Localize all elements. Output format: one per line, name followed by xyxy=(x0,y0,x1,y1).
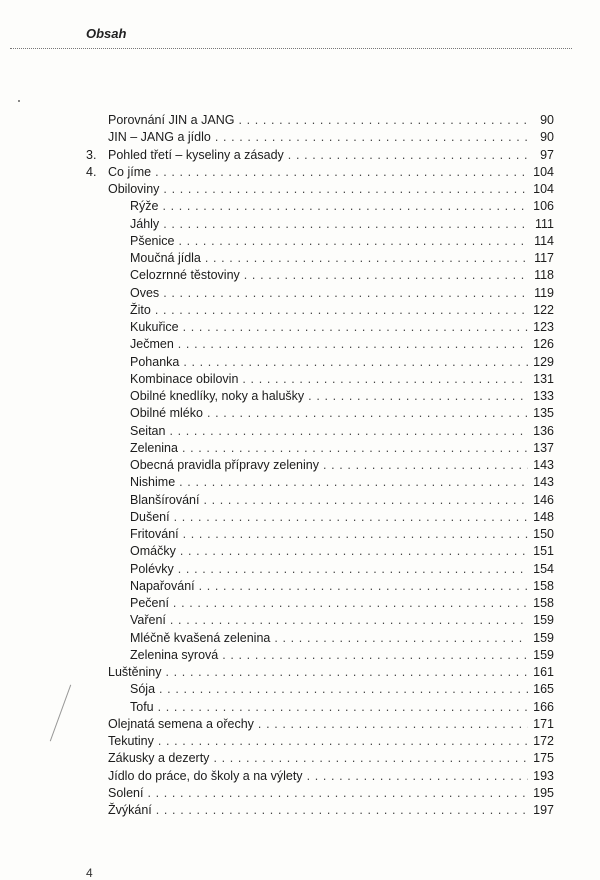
dot-leader xyxy=(160,198,528,214)
toc-entry-title: Solení xyxy=(108,785,144,800)
toc-entry-title: Mléčně kvašená zelenina xyxy=(130,630,271,645)
toc-entry xyxy=(108,785,554,801)
toc-entry-title: Žito xyxy=(130,302,151,317)
toc-entry xyxy=(130,681,554,697)
dot-leader xyxy=(181,354,528,370)
toc-entry-page: 146 xyxy=(533,492,554,507)
dot-leader xyxy=(321,457,528,473)
toc-entry xyxy=(108,181,554,197)
dot-leader xyxy=(161,181,528,197)
dot-leader xyxy=(176,336,528,352)
toc-entry-page: 123 xyxy=(533,320,554,334)
toc-entry-title: Žvýkání xyxy=(108,803,152,817)
dot-leader xyxy=(164,664,528,680)
dot-leader xyxy=(305,768,528,784)
toc-entry xyxy=(130,492,554,508)
toc-entry-number: 4. xyxy=(86,164,97,179)
toc-entry-page: 166 xyxy=(533,699,554,714)
dot-leader xyxy=(168,612,528,628)
toc-entry-title: Pohanka xyxy=(130,354,180,369)
toc-entry-page: 158 xyxy=(533,578,554,593)
toc-entry-page: 154 xyxy=(533,561,554,576)
dot-leader xyxy=(272,630,528,646)
toc-entry-page: 161 xyxy=(533,665,554,679)
toc-entry-page: 165 xyxy=(533,682,554,697)
toc-entry-title: Nishime xyxy=(130,475,176,490)
toc-entry-page: 111 xyxy=(534,216,554,231)
toc-entry-page: 172 xyxy=(533,734,554,748)
toc-entry-title: Pšenice xyxy=(130,233,175,248)
toc-entry-page: 159 xyxy=(533,647,554,662)
pencil-mark xyxy=(18,100,20,102)
dot-leader xyxy=(161,285,528,301)
toc-entry-title: Vaření xyxy=(130,613,166,628)
toc-entry xyxy=(130,474,554,490)
dot-leader xyxy=(154,802,528,818)
toc-entry-page: 129 xyxy=(533,354,554,369)
toc-entry-page: 122 xyxy=(533,302,554,317)
toc-entry-page: 171 xyxy=(533,716,554,731)
toc-entry-page: 133 xyxy=(533,389,554,403)
toc-entry-title: Kombinace obilovin xyxy=(130,371,239,386)
toc-entry xyxy=(130,440,554,456)
toc-entry xyxy=(130,526,554,542)
toc-entry-title: Kukuřice xyxy=(130,320,179,334)
toc-entry xyxy=(130,267,554,283)
toc-entry-page: 90 xyxy=(540,113,554,127)
toc-entry xyxy=(130,423,554,439)
dot-leader xyxy=(167,423,528,439)
toc-entry xyxy=(108,129,554,145)
toc-entry-title: Obecná pravidla přípravy zeleniny xyxy=(130,458,319,472)
toc-entry-page: 114 xyxy=(534,233,554,248)
toc-entry xyxy=(108,716,554,732)
toc-entry-page: 193 xyxy=(533,768,554,783)
toc-entry xyxy=(108,768,554,784)
toc-entry-title: Pečení xyxy=(130,596,169,610)
toc-entry xyxy=(130,630,554,646)
dot-leader xyxy=(153,302,528,318)
toc-entry xyxy=(130,285,554,301)
toc-entry-title: Omáčky xyxy=(130,544,176,559)
toc-entry-title: Zelenina xyxy=(130,440,178,455)
dot-leader xyxy=(156,733,528,749)
dot-leader xyxy=(181,526,528,542)
toc-entry xyxy=(130,233,554,249)
toc-entry xyxy=(130,561,554,577)
toc-entry-page: 143 xyxy=(533,458,554,472)
toc-entry xyxy=(130,216,554,232)
toc-entry-title: Blanšírování xyxy=(130,492,200,507)
dot-leader xyxy=(220,647,528,663)
toc-entry-title: Tofu xyxy=(130,699,154,714)
toc-entry-title: Luštěniny xyxy=(108,665,162,679)
toc-entry xyxy=(130,198,554,214)
toc-entry xyxy=(130,336,554,352)
dot-leader xyxy=(178,543,528,559)
toc-entry-title: Obilné mléko xyxy=(130,406,203,421)
toc-entry-title: Zelenina syrová xyxy=(130,647,219,662)
toc-entry-page: 137 xyxy=(533,440,554,455)
toc-entry xyxy=(108,664,554,680)
toc-entry xyxy=(130,319,554,335)
toc-entry-title: Tekutiny xyxy=(108,734,154,748)
toc-entry-title: Seitan xyxy=(130,423,166,438)
toc-entry-page: 158 xyxy=(533,596,554,610)
toc-entry xyxy=(130,388,554,404)
toc-entry-title: Polévky xyxy=(130,561,174,576)
toc-entry-title: Olejnatá semena a ořechy xyxy=(108,716,254,731)
toc-entry-page: 159 xyxy=(533,630,554,645)
toc-entry-page: 148 xyxy=(533,509,554,524)
dot-leader xyxy=(180,440,528,456)
toc-entry-page: 195 xyxy=(533,785,554,800)
dot-leader xyxy=(213,129,528,145)
dot-leader xyxy=(161,216,528,232)
toc-entry xyxy=(130,302,554,318)
toc-entry-page: 159 xyxy=(533,613,554,628)
dot-leader xyxy=(240,371,528,387)
toc-entry-page: 104 xyxy=(533,164,554,179)
dot-leader xyxy=(256,716,528,732)
toc-entry-title: Moučná jídla xyxy=(130,251,201,265)
toc-entry-page: 135 xyxy=(533,406,554,421)
toc-entry-page: 143 xyxy=(533,475,554,490)
dot-leader xyxy=(203,250,528,266)
toc-entry xyxy=(130,405,554,421)
toc-entry-title: JIN – JANG a jídlo xyxy=(108,130,211,145)
dot-leader xyxy=(306,388,528,404)
dot-leader xyxy=(197,578,528,594)
dot-leader xyxy=(153,164,528,180)
toc-entry-page: 97 xyxy=(540,147,554,162)
dot-leader xyxy=(177,474,528,490)
toc-entry-page: 119 xyxy=(534,285,554,300)
toc-entry xyxy=(86,147,554,163)
toc-entry xyxy=(130,699,554,715)
toc-entry xyxy=(130,250,554,266)
toc-entry-title: Oves xyxy=(130,285,160,300)
dot-leader xyxy=(242,267,528,283)
toc-entry xyxy=(108,733,554,749)
toc-entry-title: Obiloviny xyxy=(108,182,160,196)
toc-entry xyxy=(108,112,554,128)
toc-entry-page: 151 xyxy=(533,544,554,559)
toc-entry xyxy=(130,578,554,594)
toc-entry-page: 126 xyxy=(533,337,554,352)
toc-entry-title: Celozrnné těstoviny xyxy=(130,268,240,283)
toc-entry-title: Jídlo do práce, do školy a na výlety xyxy=(108,768,303,783)
section-title: Obsah xyxy=(86,26,127,41)
toc-entry-title: Pohled třetí – kyseliny a zásady xyxy=(108,147,284,162)
toc-entry-page: 131 xyxy=(533,371,554,386)
toc-entry-page: 104 xyxy=(533,182,554,196)
dot-leader xyxy=(201,492,528,508)
toc-entry-page: 118 xyxy=(534,268,554,283)
dot-leader xyxy=(211,750,528,766)
toc-entry-title: Zákusky a dezerty xyxy=(108,751,210,766)
dot-leader xyxy=(205,405,528,421)
dot-leader xyxy=(181,319,528,335)
toc-entry xyxy=(130,354,554,370)
toc-entry xyxy=(130,371,554,387)
toc-entry-page: 136 xyxy=(533,423,554,438)
toc-entry-title: Jáhly xyxy=(130,216,160,231)
toc-entry-page: 150 xyxy=(533,527,554,541)
toc-entry xyxy=(130,612,554,628)
toc-entry-page: 175 xyxy=(533,751,554,766)
toc-entry xyxy=(130,595,554,611)
toc-entry-number: 3. xyxy=(86,147,97,162)
toc-entry xyxy=(130,543,554,559)
dot-leader xyxy=(171,595,528,611)
page-number: 4 xyxy=(86,866,93,880)
toc-entry xyxy=(130,509,554,525)
dot-leader xyxy=(156,699,528,715)
dot-leader xyxy=(176,561,528,577)
toc-entry-title: Rýže xyxy=(130,199,159,214)
toc-entry xyxy=(130,457,554,473)
toc-entry-title: Fritování xyxy=(130,527,179,541)
toc-entry-title: Sója xyxy=(130,682,156,697)
toc-entry-page: 197 xyxy=(533,803,554,817)
toc-entry-title: Ječmen xyxy=(130,337,174,352)
toc-entry-title: Porovnání JIN a JANG xyxy=(108,113,235,127)
dot-leader xyxy=(236,112,528,128)
pencil-mark xyxy=(50,685,71,742)
toc-entry-title: Co jíme xyxy=(108,164,152,179)
toc-entry xyxy=(108,802,554,818)
toc-entry-title: Dušení xyxy=(130,509,170,524)
dot-leader xyxy=(157,681,528,697)
toc-entry-page: 106 xyxy=(533,199,554,214)
toc-entry xyxy=(86,164,554,180)
toc-entry xyxy=(130,647,554,663)
dot-leader xyxy=(286,147,528,163)
toc-entry-title: Napařování xyxy=(130,578,195,593)
dot-leader xyxy=(145,785,528,801)
header-divider xyxy=(10,48,572,49)
toc-entry xyxy=(108,750,554,766)
dot-leader xyxy=(172,509,528,525)
toc-entry-page: 90 xyxy=(540,130,554,145)
dot-leader xyxy=(176,233,528,249)
toc-entry-page: 117 xyxy=(534,251,554,265)
toc-entry-title: Obilné knedlíky, noky a halušky xyxy=(130,389,305,403)
